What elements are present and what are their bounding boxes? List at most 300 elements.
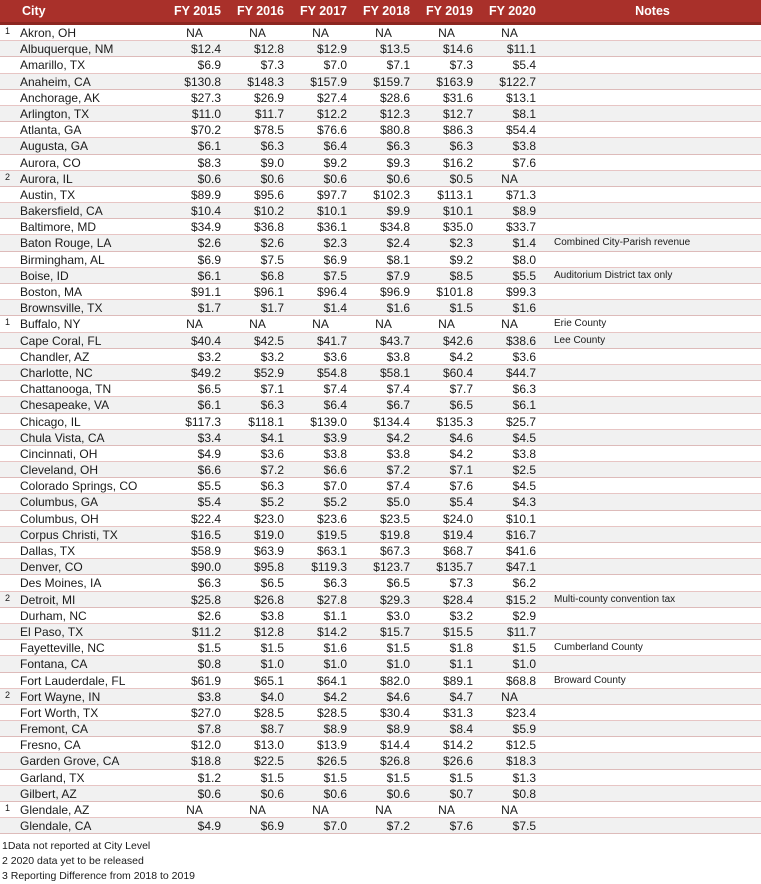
table-row (0, 219, 761, 235)
value-cell-fy2016: $96.1 (253, 285, 284, 299)
column-header-city: City (22, 4, 46, 18)
table-row (0, 171, 761, 187)
value-cell-fy2016: $1.0 (260, 657, 284, 672)
note-cell (544, 187, 761, 203)
value-cell-fy2015: $6.6 (197, 463, 221, 478)
value-cell-fy2016: $6.3 (260, 398, 284, 413)
value-cell-fy2020: $3.8 (512, 139, 536, 154)
column-header-notes: Notes (635, 4, 670, 18)
value-cell-fy2018: $7.2 (386, 463, 410, 478)
city-cell: Akron, OH (20, 26, 77, 40)
value-cell-fy2016: $63.9 (253, 544, 284, 558)
city-cell: Dallas, TX (20, 544, 76, 558)
value-cell-fy2017: $7.0 (323, 58, 347, 73)
value-cell-fy2019: $31.3 (442, 705, 473, 720)
value-cell-fy2017: $3.9 (323, 430, 347, 445)
row-footnote-superscript (0, 818, 18, 834)
value-cell-fy2020: $5.4 (512, 58, 536, 73)
value-cell-fy2016: $3.6 (260, 446, 284, 461)
value-cell-fy2015: $27.0 (190, 705, 221, 720)
value-cell-fy2016: $52.9 (253, 365, 284, 380)
city-cell: Amarillo, TX (20, 58, 86, 73)
row-footnote-superscript (0, 122, 18, 138)
value-cell-fy2016: $65.1 (253, 673, 284, 688)
value-cell-fy2015: NA (186, 26, 203, 40)
note-cell: Lee County (554, 334, 606, 346)
note-cell (544, 802, 761, 818)
value-cell-fy2017: $64.1 (316, 673, 347, 688)
row-footnote-superscript (0, 397, 18, 413)
note-cell (544, 624, 761, 640)
value-cell-fy2017: $1.0 (323, 657, 347, 672)
value-cell-fy2017: $3.6 (323, 349, 347, 364)
table-row (0, 41, 761, 57)
value-cell-fy2018: $12.3 (379, 106, 410, 121)
value-cell-fy2020: $122.7 (499, 74, 536, 89)
value-cell-fy2020: $38.6 (505, 333, 536, 348)
table-row (0, 721, 761, 737)
table-row (0, 25, 761, 41)
note-cell (544, 430, 761, 446)
table-row (0, 349, 761, 365)
value-cell-fy2019: $19.4 (442, 527, 473, 542)
city-cell: Colorado Springs, CO (20, 479, 138, 494)
value-cell-fy2018: $123.7 (373, 560, 410, 575)
value-cell-fy2015: $5.5 (197, 479, 221, 494)
note-cell (544, 478, 761, 494)
note-cell (544, 462, 761, 478)
row-footnote-superscript (0, 268, 18, 284)
value-cell-fy2016: $4.1 (260, 430, 284, 445)
value-cell-fy2019: $35.0 (442, 220, 473, 235)
note-cell (544, 705, 761, 721)
value-cell-fy2016: $3.8 (260, 608, 284, 623)
value-cell-fy2015: $3.4 (197, 430, 221, 445)
row-footnote-superscript: 1 (5, 26, 11, 36)
table-row (0, 430, 761, 446)
city-cell: Brownsville, TX (20, 301, 103, 316)
row-footnote-superscript (0, 511, 18, 527)
table-row (0, 640, 761, 656)
value-cell-fy2020: $99.3 (505, 285, 536, 299)
note-cell (544, 559, 761, 575)
table-row (0, 268, 761, 284)
note-cell (544, 219, 761, 235)
value-cell-fy2019: $42.6 (442, 333, 473, 348)
value-cell-fy2020: $23.4 (505, 705, 536, 720)
row-footnote-superscript (0, 770, 18, 786)
note-cell (544, 770, 761, 786)
table-row (0, 802, 761, 818)
table-row (0, 689, 761, 705)
value-cell-fy2019: $7.7 (449, 382, 473, 397)
value-cell-fy2015: $4.9 (197, 446, 221, 461)
value-cell-fy2017: $23.6 (316, 511, 347, 526)
row-footnote-superscript (0, 235, 18, 251)
value-cell-fy2015: $0.8 (197, 657, 221, 672)
value-cell-fy2018: $23.5 (379, 511, 410, 526)
value-cell-fy2018: $30.4 (379, 705, 410, 720)
row-footnote-superscript (0, 155, 18, 171)
value-cell-fy2018: NA (375, 26, 392, 40)
table-row (0, 527, 761, 543)
city-cell: Chandler, AZ (20, 349, 90, 364)
table-row (0, 446, 761, 462)
value-cell-fy2019: $1.1 (449, 657, 473, 672)
value-cell-fy2017: $13.9 (316, 738, 347, 753)
table-row (0, 74, 761, 90)
value-cell-fy2017: $3.8 (323, 446, 347, 461)
table-row (0, 673, 761, 689)
value-cell-fy2016: $3.2 (260, 349, 284, 364)
city-cell: Des Moines, IA (20, 576, 102, 591)
value-cell-fy2018: $7.1 (386, 58, 410, 73)
value-cell-fy2020: $0.8 (512, 786, 536, 801)
value-cell-fy2018: $102.3 (373, 187, 410, 202)
value-cell-fy2016: $7.3 (260, 58, 284, 73)
note-cell (544, 656, 761, 672)
value-cell-fy2019: $26.6 (442, 754, 473, 769)
city-cell: Corpus Christi, TX (20, 527, 118, 542)
note-cell (544, 25, 761, 41)
note-cell: Multi-county convention tax (554, 593, 676, 605)
value-cell-fy2017: $9.2 (323, 155, 347, 170)
note-cell (544, 575, 761, 591)
value-cell-fy2017: $27.4 (316, 90, 347, 105)
value-cell-fy2020: $8.1 (512, 106, 536, 121)
table-row (0, 705, 761, 721)
value-cell-fy2016: $7.5 (260, 252, 284, 267)
value-cell-fy2020: NA (501, 171, 518, 186)
note-cell (544, 511, 761, 527)
footnote-3: 3 Reporting Difference from 2018 to 2019 (2, 870, 196, 883)
value-cell-fy2020: $41.6 (505, 544, 536, 558)
note-cell (544, 494, 761, 510)
value-cell-fy2020: $5.5 (512, 268, 536, 283)
value-cell-fy2019: $7.6 (449, 819, 473, 834)
value-cell-fy2015: $90.0 (190, 560, 221, 575)
table-row (0, 753, 761, 769)
value-cell-fy2019: $24.0 (442, 511, 473, 526)
table-row (0, 397, 761, 413)
value-cell-fy2019: $6.3 (449, 139, 473, 154)
value-cell-fy2016: $12.8 (253, 42, 284, 57)
row-footnote-superscript: 2 (5, 171, 11, 182)
city-cell: Chattanooga, TN (20, 382, 112, 397)
city-cell: Albuquerque, NM (20, 42, 114, 57)
value-cell-fy2018: $4.2 (386, 430, 410, 445)
note-cell (544, 284, 761, 300)
value-cell-fy2020: $11.7 (506, 624, 536, 639)
value-cell-fy2019: $9.2 (449, 252, 473, 267)
value-cell-fy2020: $18.3 (505, 754, 536, 769)
row-footnote-superscript (0, 673, 18, 689)
value-cell-fy2018: $6.7 (386, 398, 410, 413)
note-cell (544, 122, 761, 138)
row-footnote-superscript (0, 656, 18, 672)
value-cell-fy2019: $6.5 (449, 398, 473, 413)
value-cell-fy2015: $6.3 (197, 576, 221, 591)
note-cell (544, 106, 761, 122)
value-cell-fy2019: $31.6 (442, 90, 473, 105)
city-cell: Aurora, IL (20, 171, 73, 186)
value-cell-fy2016: $1.7 (260, 301, 284, 316)
value-cell-fy2019: $1.5 (449, 301, 473, 316)
value-cell-fy2020: $71.3 (505, 187, 536, 202)
value-cell-fy2018: $1.5 (386, 641, 410, 656)
column-header-fy2020: FY 2020 (488, 4, 536, 18)
value-cell-fy2017: $7.0 (323, 479, 347, 494)
value-cell-fy2019: $15.5 (442, 624, 473, 639)
value-cell-fy2015: $4.9 (197, 819, 221, 834)
value-cell-fy2017: $2.3 (323, 236, 347, 251)
row-footnote-superscript (0, 527, 18, 543)
note-cell (544, 349, 761, 365)
value-cell-fy2015: $11.2 (191, 624, 221, 639)
value-cell-fy2018: NA (375, 317, 392, 332)
row-footnote-superscript (0, 624, 18, 640)
value-cell-fy2018: $3.8 (386, 349, 410, 364)
value-cell-fy2016: $148.3 (247, 74, 284, 89)
value-cell-fy2016: $42.5 (253, 333, 284, 348)
table-row (0, 414, 761, 430)
value-cell-fy2020: $2.9 (512, 608, 536, 623)
value-cell-fy2016: $4.0 (260, 689, 284, 704)
value-cell-fy2019: $135.3 (436, 414, 473, 429)
column-header-fy2018: FY 2018 (362, 4, 410, 18)
value-cell-fy2017: $6.6 (323, 463, 347, 478)
value-cell-fy2016: $22.5 (253, 754, 284, 769)
row-footnote-superscript (0, 74, 18, 90)
value-cell-fy2015: $16.5 (190, 527, 221, 542)
row-footnote-superscript (0, 349, 18, 365)
city-cell: Anchorage, AK (20, 90, 101, 105)
value-cell-fy2016: $95.6 (253, 187, 284, 202)
note-cell (544, 41, 761, 57)
value-cell-fy2015: $0.6 (197, 171, 221, 186)
table-row (0, 478, 761, 494)
row-footnote-superscript (0, 187, 18, 203)
value-cell-fy2017: $6.4 (323, 398, 347, 413)
value-cell-fy2017: $8.9 (323, 722, 347, 737)
value-cell-fy2015: $6.9 (197, 58, 221, 73)
note-cell (544, 90, 761, 106)
table-row (0, 381, 761, 397)
table-row (0, 316, 761, 332)
value-cell-fy2017: $5.2 (323, 495, 347, 510)
value-cell-fy2018: $80.8 (379, 123, 410, 138)
table-row (0, 235, 761, 251)
value-cell-fy2018: $7.4 (386, 382, 410, 397)
value-cell-fy2016: $1.5 (260, 770, 284, 785)
value-cell-fy2018: $5.0 (386, 495, 410, 510)
value-cell-fy2019: $113.1 (437, 187, 473, 202)
value-cell-fy2020: $10.1 (505, 511, 536, 526)
city-cell: Chicago, IL (20, 414, 81, 429)
value-cell-fy2016: $1.5 (260, 641, 284, 656)
row-footnote-superscript: 2 (5, 592, 11, 603)
value-cell-fy2016: $23.0 (253, 511, 284, 526)
city-cell: Atlanta, GA (20, 123, 82, 138)
city-cell: Gilbert, AZ (20, 786, 77, 801)
note-cell (544, 786, 761, 802)
value-cell-fy2016: $8.7 (260, 722, 284, 737)
value-cell-fy2019: NA (438, 803, 455, 817)
column-header-fy2017: FY 2017 (299, 4, 347, 18)
table-row (0, 284, 761, 300)
value-cell-fy2016: NA (249, 317, 266, 332)
note-cell (544, 446, 761, 462)
row-footnote-superscript (0, 478, 18, 494)
table-row (0, 575, 761, 591)
value-cell-fy2016: $6.5 (260, 576, 284, 591)
value-cell-fy2020: NA (501, 317, 518, 332)
value-cell-fy2016: $7.1 (260, 382, 284, 397)
value-cell-fy2018: $96.9 (379, 285, 410, 299)
value-cell-fy2017: $7.0 (323, 819, 347, 834)
city-cell: Fresno, CA (20, 738, 81, 753)
value-cell-fy2017: $12.2 (316, 106, 347, 121)
value-cell-fy2016: $6.8 (260, 268, 284, 283)
value-cell-fy2015: $91.1 (190, 285, 221, 299)
value-cell-fy2020: $25.7 (505, 414, 536, 429)
city-cell: Fort Wayne, IN (20, 689, 101, 704)
value-cell-fy2020: $1.6 (512, 301, 536, 316)
value-cell-fy2016: $11.7 (254, 106, 284, 121)
note-cell (544, 171, 761, 187)
value-cell-fy2017: $97.7 (316, 187, 347, 202)
value-cell-fy2019: $16.2 (442, 155, 473, 170)
table-row (0, 462, 761, 478)
value-cell-fy2019: NA (438, 26, 455, 40)
table-row (0, 511, 761, 527)
row-footnote-superscript (0, 414, 18, 430)
city-cell: El Paso, TX (20, 624, 84, 639)
value-cell-fy2017: $0.6 (323, 171, 347, 186)
value-cell-fy2019: $14.2 (442, 738, 473, 753)
value-cell-fy2018: $7.9 (386, 268, 410, 283)
city-cell: Glendale, AZ (20, 803, 90, 817)
row-footnote-superscript (0, 559, 18, 575)
value-cell-fy2017: $157.9 (310, 74, 347, 89)
city-cell: Chula Vista, CA (20, 430, 105, 445)
table-row (0, 818, 761, 834)
value-cell-fy2016: $95.8 (253, 560, 284, 575)
value-cell-fy2017: NA (312, 803, 329, 817)
value-cell-fy2020: $1.3 (512, 770, 536, 785)
row-footnote-superscript (0, 219, 18, 235)
value-cell-fy2018: $6.3 (386, 139, 410, 154)
note-cell (544, 74, 761, 90)
value-cell-fy2020: $6.2 (512, 576, 536, 591)
footnotes (0, 834, 761, 884)
value-cell-fy2019: $60.4 (442, 365, 473, 380)
row-footnote-superscript (0, 446, 18, 462)
note-cell (544, 397, 761, 413)
value-cell-fy2016: $10.2 (253, 204, 284, 219)
note-cell (544, 721, 761, 737)
value-cell-fy2017: $12.9 (316, 42, 347, 57)
note-cell (544, 753, 761, 769)
row-footnote-superscript (0, 57, 18, 73)
value-cell-fy2015: $11.0 (191, 106, 221, 121)
value-cell-fy2019: $8.5 (449, 268, 473, 283)
value-cell-fy2020: $68.8 (505, 673, 536, 688)
value-cell-fy2015: $58.9 (190, 544, 221, 558)
note-cell (544, 381, 761, 397)
value-cell-fy2020: $4.3 (512, 495, 536, 510)
value-cell-fy2019: $4.2 (449, 349, 473, 364)
value-cell-fy2017: $96.4 (316, 285, 347, 299)
city-cell: Boise, ID (20, 268, 69, 283)
value-cell-fy2018: $29.3 (379, 592, 410, 607)
value-cell-fy2020: $2.5 (512, 463, 536, 478)
value-cell-fy2018: $8.9 (386, 722, 410, 737)
value-cell-fy2016: $36.8 (253, 220, 284, 235)
row-footnote-superscript (0, 543, 18, 559)
value-cell-fy2017: $6.9 (323, 252, 347, 267)
table-row (0, 592, 761, 608)
value-cell-fy2016: $5.2 (260, 495, 284, 510)
value-cell-fy2018: $1.5 (386, 770, 410, 785)
value-cell-fy2018: $8.1 (386, 252, 410, 267)
value-cell-fy2020: $4.5 (512, 479, 536, 494)
table-row (0, 543, 761, 559)
value-cell-fy2015: $6.1 (197, 398, 221, 413)
value-cell-fy2018: $6.5 (386, 576, 410, 591)
city-cell: Fayetteville, NC (20, 641, 105, 656)
value-cell-fy2020: $1.0 (512, 657, 536, 672)
value-cell-fy2019: $7.3 (449, 58, 473, 73)
table-row (0, 155, 761, 171)
note-cell (544, 203, 761, 219)
value-cell-fy2016: $13.0 (253, 738, 284, 753)
value-cell-fy2019: $3.2 (449, 608, 473, 623)
row-footnote-superscript (0, 786, 18, 802)
value-cell-fy2020: $6.3 (512, 382, 536, 397)
value-cell-fy2017: $1.4 (323, 301, 347, 316)
value-cell-fy2019: $28.4 (442, 592, 473, 607)
value-cell-fy2015: $2.6 (197, 236, 221, 251)
value-cell-fy2015: $12.4 (190, 42, 221, 57)
city-cell: Glendale, CA (20, 819, 92, 834)
value-cell-fy2020: $15.2 (505, 592, 536, 607)
row-footnote-superscript (0, 494, 18, 510)
value-cell-fy2020: NA (501, 26, 518, 40)
value-cell-fy2019: NA (438, 317, 455, 332)
value-cell-fy2018: NA (375, 803, 392, 817)
value-cell-fy2017: $36.1 (316, 220, 347, 235)
value-cell-fy2020: $11.1 (506, 42, 536, 57)
note-cell (544, 414, 761, 430)
city-cell: Columbus, OH (20, 511, 99, 526)
value-cell-fy2017: $7.4 (323, 382, 347, 397)
column-header-fy2016: FY 2016 (236, 4, 284, 18)
city-cell: Charlotte, NC (20, 365, 93, 380)
table-row (0, 737, 761, 753)
value-cell-fy2015: NA (186, 317, 203, 332)
value-cell-fy2019: $4.6 (449, 430, 473, 445)
row-footnote-superscript (0, 430, 18, 446)
value-cell-fy2019: $68.7 (442, 544, 473, 558)
city-cell: Aurora, CO (20, 155, 81, 170)
value-cell-fy2019: $10.1 (442, 204, 473, 219)
table-row (0, 365, 761, 381)
city-cell: Cleveland, OH (20, 463, 99, 478)
note-cell: Combined City-Parish revenue (554, 237, 691, 249)
footnote-1: 1Data not reported at City Level (2, 840, 151, 853)
city-cell: Cape Coral, FL (20, 333, 102, 348)
